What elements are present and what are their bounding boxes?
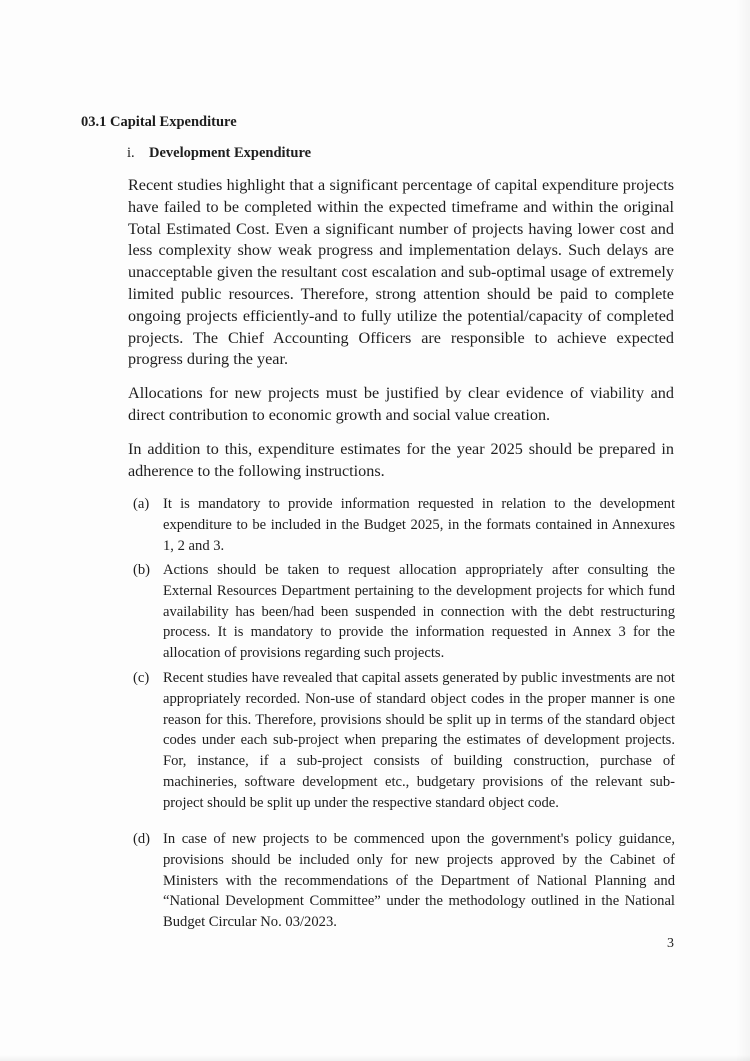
subsection-title: Development Expenditure (149, 145, 312, 161)
instruction-label: (b) (133, 562, 151, 578)
instruction-item (133, 560, 675, 664)
subsection-numeral: i. (127, 145, 135, 161)
page-edge-shadow (736, 0, 750, 1061)
body-paragraph: Allocations for new projects must be justified by clear evidence of viability and direct contribution to economic growth and social value creation. (128, 384, 674, 424)
instruction-label: (c) (133, 670, 150, 686)
body-paragraph: In addition to this, expenditure estimates for the year 2025 should be prepared in adherence to the following instructions. (128, 440, 674, 480)
instruction-item (133, 494, 675, 556)
section-heading: 03.1 Capital Expenditure (81, 114, 237, 130)
instruction-item (133, 668, 675, 814)
page-bottom-shadow (0, 1055, 750, 1061)
instruction-label: (d) (133, 831, 151, 847)
body-paragraph: Recent studies highlight that a significant percentage of capital expenditure projects have failed to be completed within the expected timeframe and within the original Total Estimated Cost. Even a significant number of projects having lower cost and less complexity show weak progress and implementation delays. Such delays are unacceptable given the resultant cost escalation and sub-optimal usage of extremely limited public resources. Therefore, strong attention should be paid to complete ongoing projects efficiently-and to fully utilize the potential/capacity of completed projects. The Chief Accounting Officers are responsible to achieve expected progress during the year. (128, 176, 674, 369)
instruction-text: Recent studies have revealed that capital assets generated by public investments are not appropriately recorded. Non-use of standard object codes in the proper manner is one reason for this. Therefore, provisions should be split up in terms of the standard object codes under each sub-project when preparing the estimates of development projects. For, instance, if a sub-project consists of building construction, purchase of machineries, software development etc., budgetary provisions of the relevant sub-project should be split up under the respective standard object code. (163, 670, 675, 811)
instruction-label: (a) (133, 496, 150, 512)
page-number: 3 (667, 936, 674, 951)
instruction-item (133, 829, 675, 933)
instruction-text: Actions should be taken to request allocation appropriately after consulting the External Resources Department pertaining to the development projects for which fund availability has been/had been suspended in connection with the debt restructuring process. It is mandatory to provide the information requested in Annex 3 for the allocation of provisions regarding such projects. (163, 562, 675, 662)
subsection-heading (127, 145, 311, 162)
instruction-text: In case of new projects to be commenced upon the government's policy guidance, provisions should be included only for new projects approved by the Cabinet of Ministers with the recommendations of the Department of National Planning and “National Development Committee” under the methodology outlined in the National Budget Circular No. 03/2023. (163, 831, 675, 931)
instruction-text: It is mandatory to provide information requested in relation to the development expenditure to be included in the Budget 2025, in the formats contained in Annexures 1, 2 and 3. (163, 496, 675, 554)
